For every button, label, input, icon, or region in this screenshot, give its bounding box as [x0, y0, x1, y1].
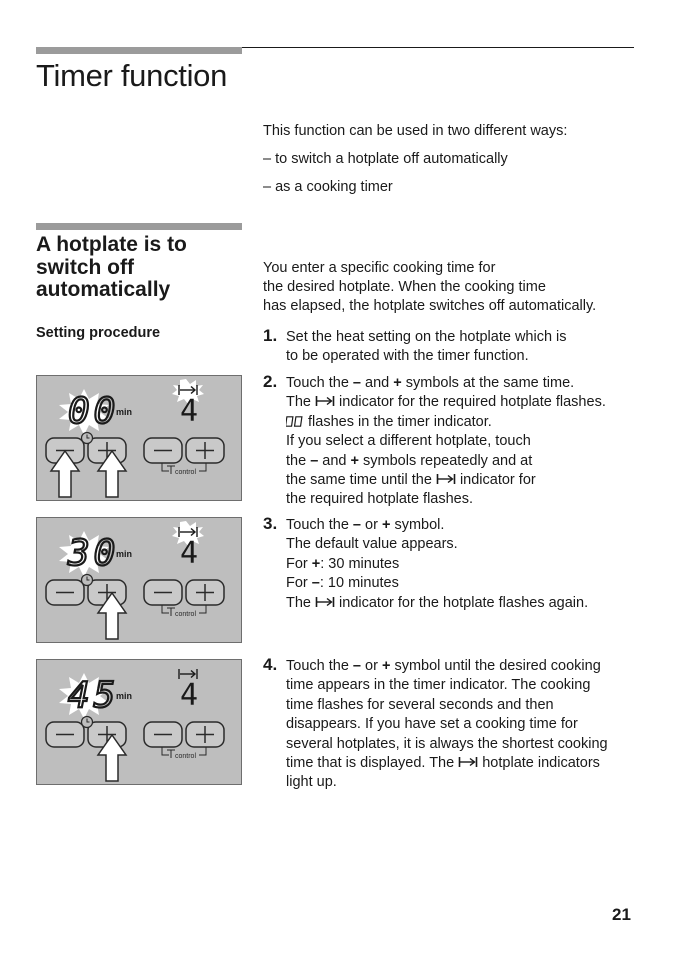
step-line: disappears. If you have set a cooking time for — [286, 716, 578, 733]
step-line: Touch the – and + symbols at the same time. — [286, 375, 575, 391]
timer-digits: 45 — [68, 675, 120, 716]
power-level: 4 — [180, 394, 199, 429]
timer-indicator-icon — [315, 395, 335, 407]
step-line: Touch the – or + symbol. — [286, 517, 445, 533]
step-line: the same time until the indicator for — [286, 472, 536, 489]
timer-unit: min — [116, 691, 133, 701]
control-label: control — [175, 753, 197, 760]
step-number: 1. — [263, 326, 278, 345]
step-number: 4. — [263, 655, 278, 674]
section-title-line: automatically — [36, 278, 171, 301]
page-number: 21 — [612, 905, 631, 924]
intro — [263, 122, 643, 206]
step-line: the – and + symbols repeatedly and at — [286, 452, 533, 469]
timer-unit: min — [116, 549, 133, 559]
step-2 — [263, 374, 638, 510]
control-panel-30 — [36, 517, 242, 643]
step-line: the required hotplate flashes. — [286, 491, 474, 508]
control-panel-illustration — [36, 659, 242, 785]
step-line: The indicator for the required hotplate flashes. — [286, 394, 606, 411]
timer-indicator-icon — [436, 473, 456, 485]
section-rule — [36, 223, 242, 230]
step-1 — [263, 328, 638, 367]
step-line: Touch the – or + symbol until the desired cooking — [286, 658, 601, 674]
control-label: control — [175, 469, 197, 476]
timer-indicator-icon — [315, 596, 335, 608]
header-rule-thick — [36, 47, 242, 54]
step-line: For –: 10 minutes — [286, 575, 399, 592]
step-line: time that is displayed. The hotplate indicators — [286, 755, 600, 772]
step-line: light up. — [286, 774, 337, 791]
step-line: If you select a different hotplate, touch — [286, 433, 531, 450]
step-number: 2. — [263, 372, 278, 391]
intro-option-2: – as a cooking timer — [263, 179, 393, 195]
page-title: Timer function — [36, 58, 228, 93]
section-title-line: A hotplate is to — [36, 233, 187, 256]
control-panel-illustration — [36, 375, 242, 501]
lead-line: the desired hotplate. When the cooking time — [263, 279, 546, 295]
step-number: 3. — [263, 514, 278, 533]
subsection-title: Setting procedure — [36, 325, 161, 341]
section-title — [36, 234, 236, 302]
step-line: The default value appears. — [286, 536, 458, 553]
control-panel-00 — [36, 375, 242, 501]
power-level: 4 — [180, 678, 199, 713]
timer-indicator-icon — [458, 756, 478, 768]
header-rule-thin — [242, 47, 634, 48]
step-line: several hotplates, it is always the shortest cooking — [286, 735, 608, 752]
step-line: time flashes for several seconds and then — [286, 696, 554, 713]
timer-digits: 00 — [68, 391, 120, 432]
step-line: For +: 30 minutes — [286, 555, 400, 572]
step-4 — [263, 657, 638, 793]
step-line: Set the heat setting on the hotplate which is — [286, 329, 567, 345]
control-panel-45 — [36, 659, 242, 785]
step-line: flashes in the timer indicator. — [286, 413, 638, 432]
step-line: The indicator for the hotplate flashes again. — [286, 594, 589, 611]
timer-unit: min — [116, 407, 133, 417]
control-panel-illustration — [36, 517, 242, 643]
step-line: to be operated with the timer function. — [286, 348, 529, 365]
step-line: time appears in the timer indicator. The cooking — [286, 677, 591, 694]
lead-line: You enter a specific cooking time for — [263, 260, 496, 276]
intro-text: This function can be used in two different ways: — [263, 123, 568, 139]
display-00-icon — [286, 416, 304, 427]
step-3 — [263, 516, 638, 613]
lead-line: has elapsed, the hotplate switches off automatically. — [263, 298, 597, 314]
section-lead — [263, 259, 643, 316]
section-title-line: switch off — [36, 255, 134, 279]
control-label: control — [175, 611, 197, 618]
power-level: 4 — [180, 536, 199, 571]
timer-digits: 30 — [68, 533, 120, 574]
intro-option-1: – to switch a hotplate off automatically — [263, 151, 508, 167]
